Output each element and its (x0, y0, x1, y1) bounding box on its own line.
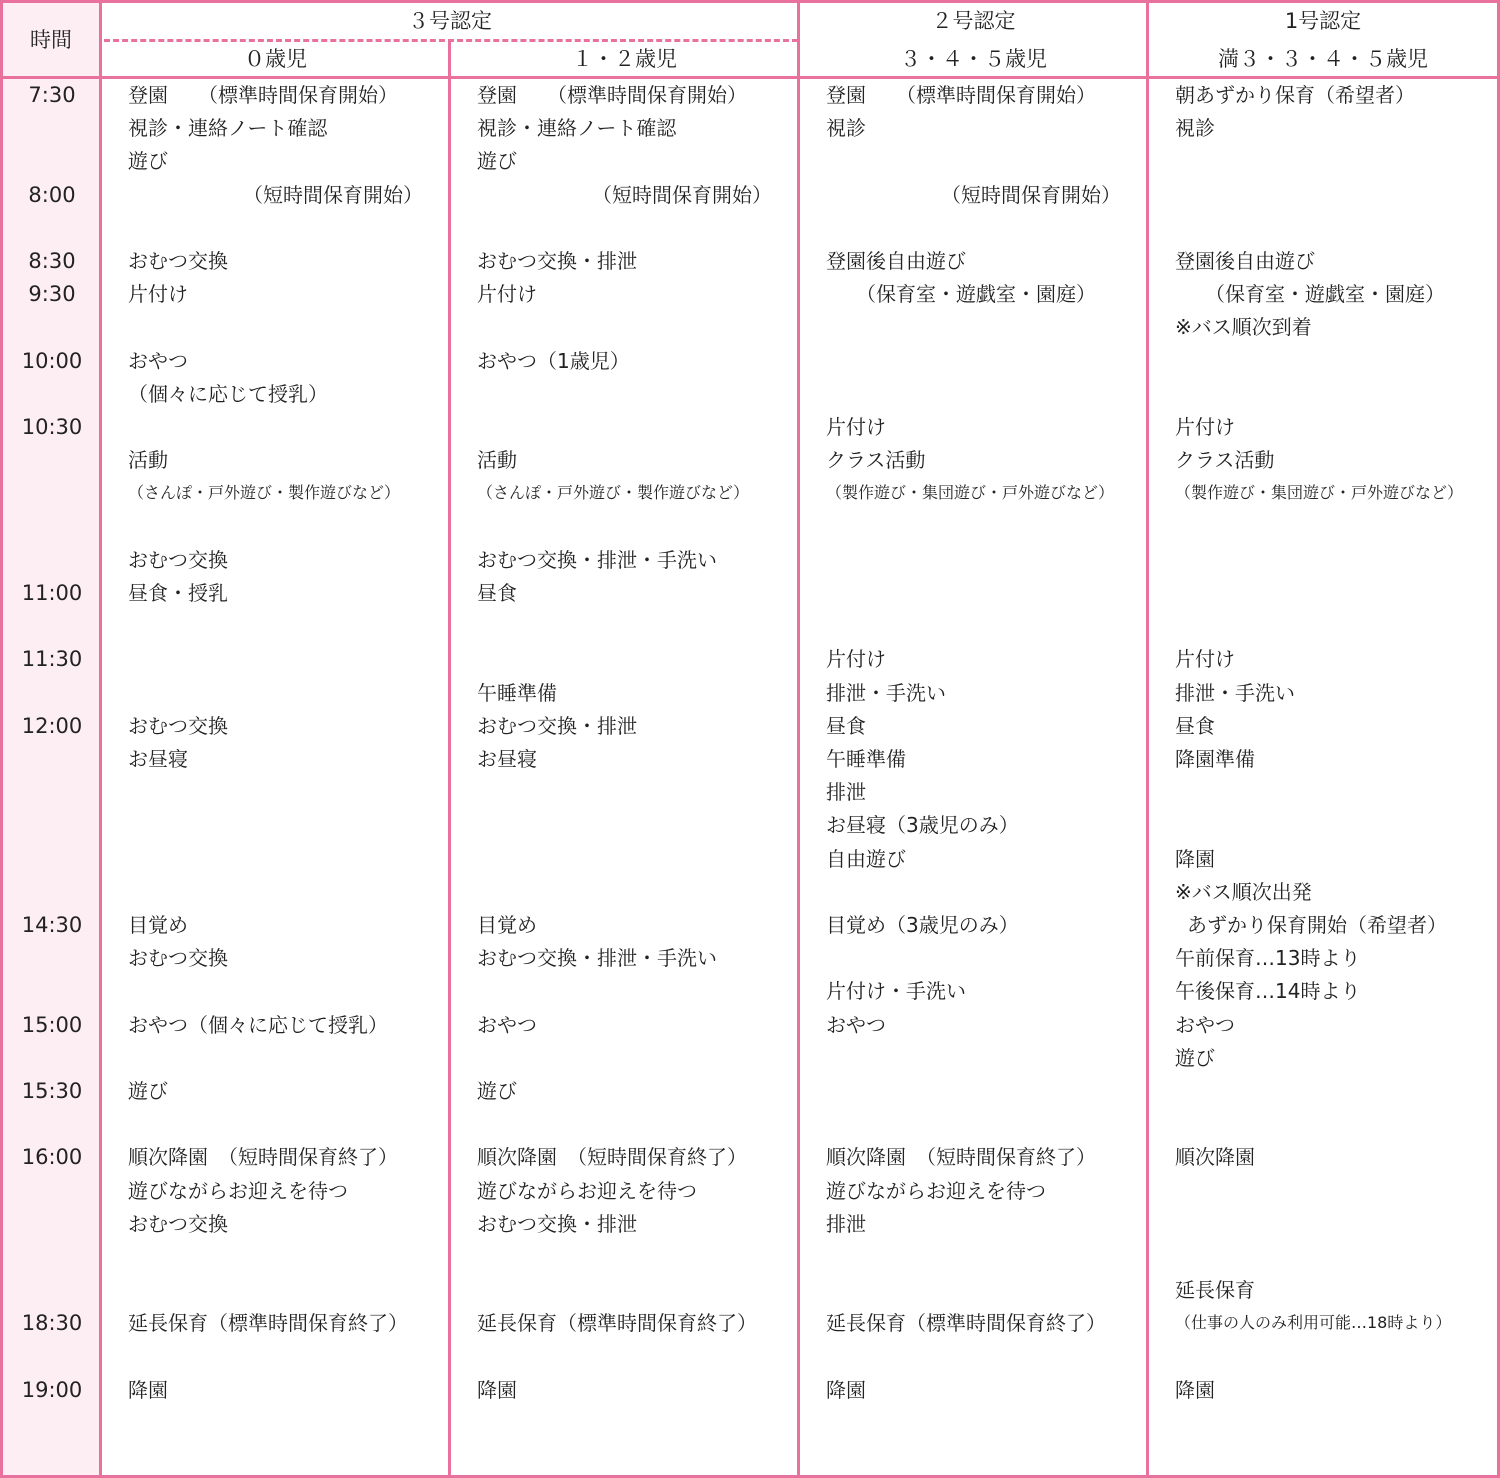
schedule-entry: 順次降園 (1175, 1145, 1255, 1170)
schedule-entry: 午後保育…14時より (1175, 979, 1361, 1004)
schedule-entry: （短時間保育開始） (243, 182, 423, 207)
schedule-entry: 排泄・手洗い (1175, 680, 1295, 705)
schedule-entry: おやつ（個々に応じて授乳） (128, 1012, 388, 1037)
schedule-entry: （さんぽ・戸外遊び・製作遊びなど） (128, 483, 401, 503)
schedule-entry: 昼食・授乳 (128, 581, 228, 605)
schedule-entry: おやつ (1175, 1012, 1235, 1037)
schedule-entry: クラス活動 (826, 448, 926, 473)
schedule-entry: 登園 （標準時間保育開始） (477, 83, 747, 107)
schedule-entry: おむつ交換 (128, 946, 228, 971)
schedule-entry: 降園 (1175, 1377, 1215, 1402)
schedule-entry: 昼食 (477, 581, 517, 605)
schedule-entry: （製作遊び・集団遊び・戸外遊びなど） (1175, 483, 1464, 503)
schedule-entry: 昼食 (1175, 713, 1215, 738)
time-label: 14:30 (21, 913, 83, 937)
schedule-entry: 目覚め (477, 913, 537, 937)
schedule-entry: おむつ交換・排泄 (477, 249, 637, 273)
schedule-entry: （短時間保育開始） (592, 182, 772, 207)
schedule-entry: ※バス順次出発 (1175, 879, 1312, 904)
schedule-entry: 片付け (1175, 647, 1235, 672)
schedule-entry: おやつ (477, 1012, 537, 1037)
schedule-entry: 登園後自由遊び (826, 249, 966, 273)
schedule-entry: 順次降園 （短時間保育終了） (477, 1145, 747, 1170)
schedule-entry: おやつ (128, 348, 188, 373)
schedule-entry: 降園 (477, 1377, 517, 1402)
schedule-entry: おむつ交換・排泄 (477, 1211, 637, 1236)
schedule-entry: 自由遊び (826, 846, 906, 871)
schedule-entry: 片付け (826, 415, 886, 439)
schedule-entry: 排泄 (826, 780, 866, 805)
schedule-entry: 視診 (1175, 116, 1215, 141)
schedule-entry: （保育室・遊戯室・園庭） (1205, 282, 1445, 307)
schedule-entry: 降園 (826, 1377, 866, 1402)
schedule-entry: 目覚め (128, 913, 188, 937)
schedule-entry: 登園後自由遊び (1175, 249, 1315, 273)
schedule-entry: 登園 （標準時間保育開始） (826, 83, 1096, 107)
schedule-entry: 遊び (477, 1079, 517, 1103)
schedule-entry: 午睡準備 (826, 747, 906, 771)
schedule-entry: 延長保育（標準時間保育終了） (128, 1311, 408, 1336)
schedule-entry: （短時間保育開始） (941, 182, 1121, 207)
schedule-entry: 片付け (826, 647, 886, 672)
schedule-entry: お昼寝 (477, 747, 537, 771)
schedule-entry: おやつ（1歳児） (477, 348, 630, 373)
time-label: 7:30 (28, 83, 76, 107)
schedule-entry: 遊びながらお迎えを待つ (477, 1178, 697, 1203)
schedule-entry: 延長保育（標準時間保育終了） (477, 1311, 757, 1336)
divider-time (99, 0, 102, 1478)
schedule-entry: おむつ交換 (128, 713, 228, 738)
schedule-entry: （個々に応じて授乳） (128, 381, 328, 406)
schedule-entry: 延長保育（標準時間保育終了） (826, 1311, 1106, 1336)
time-label: 10:30 (21, 415, 83, 439)
schedule-entry: 遊びながらお迎えを待つ (826, 1178, 1046, 1203)
header-bottom-border (0, 76, 1500, 79)
schedule-entry: おむつ交換・排泄・手洗い (477, 547, 717, 572)
schedule-entry: お昼寝（3歳児のみ） (826, 813, 1019, 838)
schedule-entry: （製作遊び・集団遊び・戸外遊びなど） (826, 483, 1115, 503)
schedule-entry: 降園準備 (1175, 747, 1255, 771)
schedule-entry: 午前保育…13時より (1175, 946, 1361, 971)
time-label: 12:00 (21, 713, 83, 738)
time-label: 16:00 (21, 1145, 83, 1170)
time-label: 9:30 (28, 282, 76, 307)
schedule-entry: 降園 (128, 1377, 168, 1402)
header-time: 時間 (30, 28, 72, 52)
schedule-entry: おむつ交換・排泄 (477, 713, 637, 738)
schedule-entry: 延長保育 (1175, 1278, 1255, 1303)
schedule-entry: おむつ交換 (128, 547, 228, 572)
schedule-entry: 視診・連絡ノート確認 (128, 116, 328, 141)
time-label: 11:00 (21, 581, 83, 605)
schedule-entry: 遊び (477, 149, 517, 174)
time-label: 10:00 (21, 348, 83, 373)
schedule-entry: 排泄・手洗い (826, 680, 946, 705)
schedule-entry: おむつ交換 (128, 1211, 228, 1236)
header-group-3: ３号認定 (408, 9, 492, 33)
schedule-entry: 片付け (477, 282, 537, 307)
schedule-entry: あずかり保育開始（希望者） (1187, 913, 1447, 937)
schedule-entry: おむつ交換・排泄・手洗い (477, 946, 717, 971)
schedule-entry: 片付け (1175, 415, 1235, 439)
time-label: 8:30 (28, 249, 76, 273)
schedule-entry: おやつ (826, 1012, 886, 1037)
schedule-entry: クラス活動 (1175, 448, 1275, 473)
schedule-entry: 遊び (128, 149, 168, 174)
time-label: 8:00 (28, 182, 76, 207)
time-label: 15:00 (21, 1012, 83, 1037)
schedule-entry: 順次降園 （短時間保育終了） (128, 1145, 398, 1170)
header-dashed-divider (104, 39, 798, 42)
schedule-entry: 視診・連絡ノート確認 (477, 116, 677, 141)
time-label: 19:00 (21, 1377, 83, 1402)
schedule-entry: 登園 （標準時間保育開始） (128, 83, 398, 107)
header-group-2: ２号認定 (931, 9, 1016, 33)
schedule-entry: 午睡準備 (477, 680, 557, 705)
schedule-entry: 活動 (128, 448, 168, 473)
schedule-entry: ※バス順次到着 (1175, 315, 1312, 340)
schedule-entry: 昼食 (826, 713, 866, 738)
schedule-entry: お昼寝 (128, 747, 188, 771)
header-age345: ３・４・５歳児 (900, 47, 1047, 71)
time-label: 18:30 (21, 1311, 83, 1336)
time-label: 11:30 (21, 647, 83, 672)
schedule-entry: 片付け (128, 282, 188, 307)
schedule-entry: （さんぽ・戸外遊び・製作遊びなど） (477, 483, 750, 503)
schedule-entry: 降園 (1175, 846, 1215, 871)
schedule-entry: 目覚め（3歳児のみ） (826, 913, 1019, 937)
schedule-entry: 順次降園 （短時間保育終了） (826, 1145, 1096, 1170)
schedule-entry: 遊び (128, 1079, 168, 1103)
schedule-entry: 活動 (477, 448, 517, 473)
schedule-entry: （保育室・遊戯室・園庭） (856, 282, 1096, 307)
header-age12: １・２歳児 (572, 47, 677, 71)
schedule-entry: 視診 (826, 116, 866, 141)
header-age0: ０歳児 (244, 47, 307, 71)
schedule-entry: 片付け・手洗い (826, 979, 966, 1004)
schedule-entry: 朝あずかり保育（希望者） (1175, 83, 1415, 107)
divider-g3 (797, 0, 800, 1478)
header-full345: 満３・３・４・５歳児 (1218, 47, 1428, 71)
schedule-entry: 遊び (1175, 1045, 1215, 1070)
schedule-entry: （仕事の人のみ利用可能…18時より） (1175, 1313, 1452, 1333)
schedule-entry: おむつ交換 (128, 249, 228, 273)
divider-g2 (1146, 0, 1149, 1478)
divider-age0 (448, 39, 451, 1478)
schedule-entry: 遊びながらお迎えを待つ (128, 1178, 348, 1203)
time-label: 15:30 (21, 1079, 83, 1103)
schedule-entry: 排泄 (826, 1211, 866, 1236)
header-group-1: 1号認定 (1284, 9, 1362, 33)
